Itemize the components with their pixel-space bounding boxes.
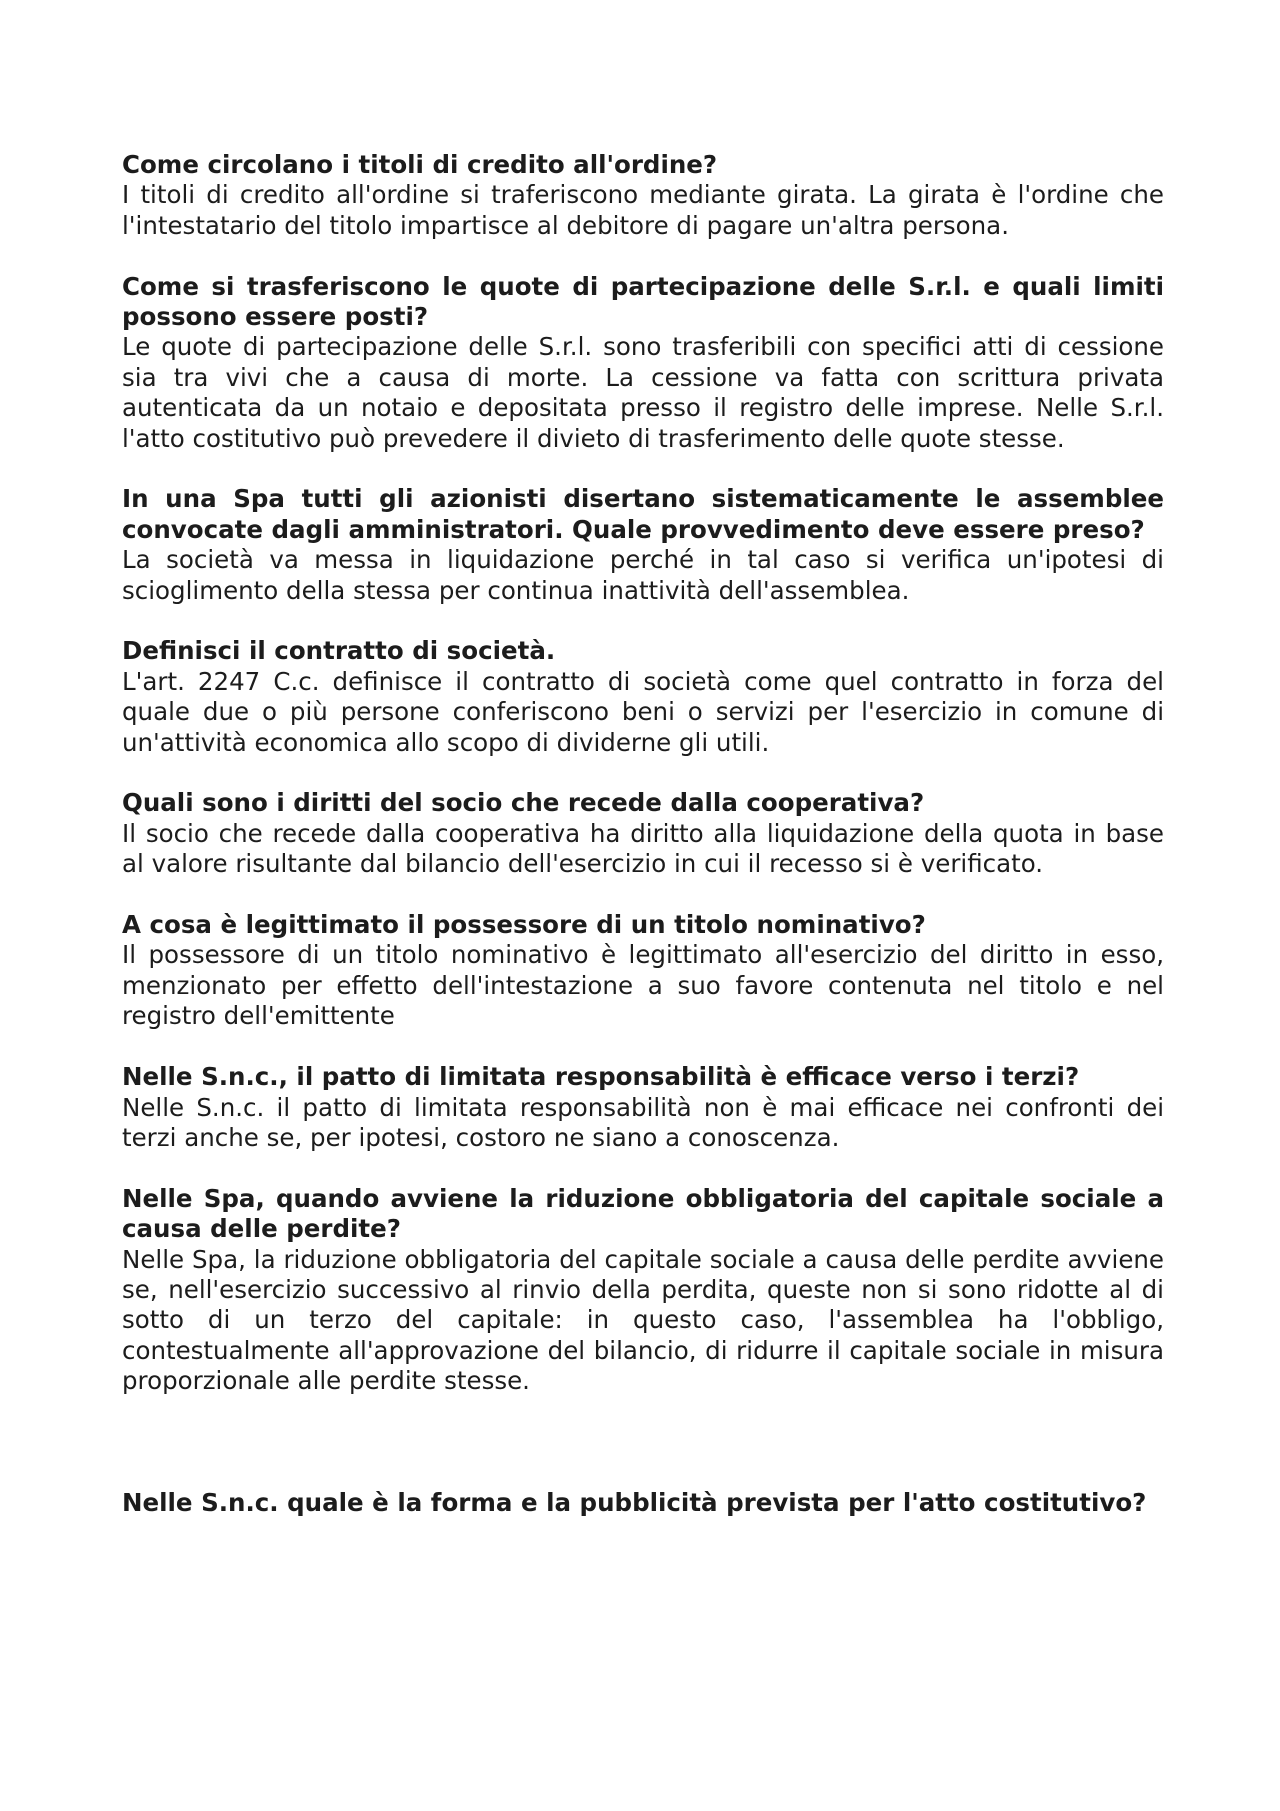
qa-block (122, 1062, 1164, 1153)
question-heading: A cosa è legittimato il possessore di un titolo nominativo? (122, 910, 926, 940)
question-heading: Come circolano i titoli di credito all'ordine? (122, 150, 718, 179)
qa-block (122, 788, 1164, 879)
question-heading: Definisci il contratto di società. (122, 636, 556, 666)
answer-paragraph: Le quote di partecipazione delle S.r.l. sono trasferibili con specifici atti di cessione sia tra vivi che a causa di morte. La cessione va fatta con scrittura privata autenticata da un notaio e depositata presso il registro delle imprese. Nelle S.r.l. l'atto costitutivo può prevedere il divieto di trasferimento delle quote stesse. (122, 332, 1164, 453)
answer-paragraph: Nelle Spa, la riduzione obbligatoria del capitale sociale a causa delle perdite avviene se, nell'esercizio successivo al rinvio della perdita, queste non si sono ridotte al di sotto di un terzo del capitale: in questo caso, l'assemblea ha l'obbligo, contestualmente all'approvazione del bilancio, di ridurre il capitale sociale in misura proporzionale alle perdite stesse. (122, 1244, 1164, 1396)
answer-paragraph: L'art. 2247 C.c. definisce il contratto di società come quel contratto in forza del quale due o più persone conferiscono beni o servizi per l'esercizio in comune di un'attività economica allo scopo di dividerne gli utili. (122, 666, 1164, 757)
question-heading: Nelle S.n.c., il patto di limitata responsabilità è efficace verso i terzi? (122, 1062, 1080, 1092)
qa-block (122, 272, 1164, 454)
question-heading: In una Spa tutti gli azionisti disertano sistematicamente le assemblee convocate dagli amministratori. Quale provvedimento deve essere preso? (122, 484, 1164, 544)
answer-paragraph: I titoli di credito all'ordine si traferiscono mediante girata. La girata è l'ordine che l'intestatario del titolo impartisce al debitore di pagare un'altra persona. (122, 180, 1164, 240)
question-heading: Quali sono i diritti del socio che recede dalla cooperativa? (122, 788, 925, 818)
answer-paragraph: Nelle S.n.c. il patto di limitata responsabilità non è mai efficace nei confronti dei terzi anche se, per ipotesi, costoro ne siano a conoscenza. (122, 1092, 1164, 1152)
answer-paragraph: Il socio che recede dalla cooperativa ha diritto alla liquidazione della quota in base al valore risultante dal bilancio dell'esercizio in cui il recesso si è verificato. (122, 818, 1164, 879)
answer-paragraph: Il possessore di un titolo nominativo è legittimato all'esercizio del diritto in esso, menzionato per effetto dell'intestazione a suo favore contenuta nel titolo e nel registro dell'emittente (122, 940, 1164, 1031)
qa-block (122, 636, 1164, 758)
qa-block (122, 150, 1164, 241)
answer-paragraph: La società va messa in liquidazione perché in tal caso si verifica un'ipotesi di scioglimento della stessa per continua inattività dell'assemblea. (122, 545, 1164, 605)
question-heading: Nelle Spa, quando avviene la riduzione obbligatoria del capitale sociale a causa delle perdite? (122, 1183, 1164, 1244)
qa-block (122, 1488, 1164, 1518)
question-heading: Come si trasferiscono le quote di partecipazione delle S.r.l. e quali limiti possono essere posti? (122, 271, 1164, 332)
question-heading: Nelle S.n.c. quale è la forma e la pubblicità prevista per l'atto costitutivo? (122, 1487, 1147, 1517)
qa-block (122, 484, 1164, 606)
document-page (122, 150, 1164, 1548)
qa-block (122, 1184, 1164, 1397)
qa-block (122, 910, 1164, 1032)
